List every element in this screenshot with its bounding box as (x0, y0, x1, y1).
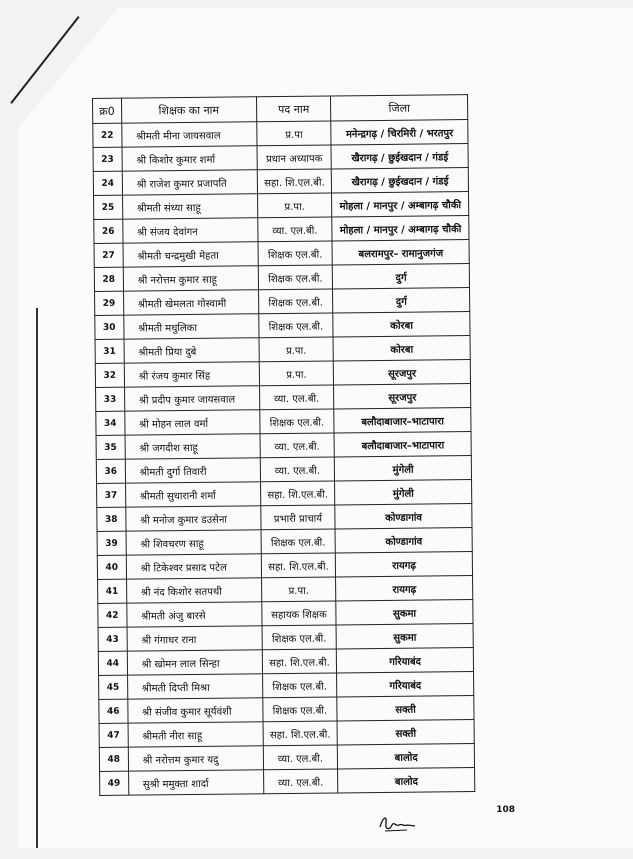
cell-district: मोहला / मानपुर / अम्बागढ़ चौकी (332, 216, 469, 241)
cell-district: सक्ती (337, 720, 474, 745)
cell-post: शिक्षक एल.बी. (258, 241, 333, 266)
cell-district: कोण्डागांव (335, 504, 472, 529)
page-number: 108 (496, 805, 515, 815)
cell-teacher-name: श्री जगदीश साहू (125, 434, 260, 459)
cell-teacher-name: श्रीमती दिप्ती मिश्रा (127, 674, 262, 699)
cell-district: सुकमा (336, 600, 473, 625)
cell-teacher-name: श्रीमती प्रिया दुबे (124, 338, 259, 363)
cell-district: गरियाबंद (337, 672, 474, 697)
cell-teacher-name: श्री मोहन लाल वर्मा (124, 410, 259, 435)
cell-post: सहा. शि.एल.बी. (261, 553, 336, 578)
cell-post: शिक्षक एल.बी. (262, 673, 337, 698)
table-header-row (93, 95, 468, 124)
cell-district: गरियाबंद (337, 648, 474, 673)
cell-serial: 23 (93, 147, 122, 171)
cell-teacher-name: श्रीमती अंजु बारसे (126, 602, 261, 627)
cell-district: बलरामपुर– रामानुजगंज (332, 240, 469, 265)
cell-post: सहायक शिक्षक (262, 601, 337, 626)
cell-serial: 31 (95, 339, 124, 363)
cell-serial: 42 (98, 603, 127, 627)
cell-post: शिक्षक एल.बी. (258, 265, 333, 290)
cell-teacher-name: श्रीमती सुधारानी शर्मा (125, 482, 260, 507)
cell-post: सहा. शि.एल.बी. (257, 169, 332, 194)
cell-teacher-name: श्री नंद किशोर सतपथी (126, 578, 261, 603)
cell-post: प्रभारी प्राचार्य (260, 505, 335, 530)
cell-teacher-name: श्री टिकेश्वर प्रसाद पटेल (126, 554, 261, 579)
cell-post: प्र.पा. (259, 337, 334, 362)
cell-post: शिक्षक एल.बी. (262, 625, 337, 650)
cell-district: कोण्डागांव (335, 528, 472, 553)
cell-teacher-name: श्री शिवचरण साहू (126, 530, 261, 555)
cell-district: सूरजपुर (334, 384, 471, 409)
cell-serial: 49 (100, 771, 129, 795)
cell-serial: 22 (93, 123, 122, 147)
signature (377, 813, 417, 835)
cell-post: सहा. शि.एल.बी. (262, 649, 337, 674)
header-post: पद नाम (256, 96, 331, 122)
cell-post: व्या. एल.बी. (257, 217, 332, 242)
header-district: जिला (331, 95, 468, 121)
cell-serial: 45 (99, 675, 128, 699)
cell-serial: 34 (96, 411, 125, 435)
cell-teacher-name: श्रीमती संध्या साहू (122, 194, 257, 219)
cell-post: प्र.पा. (259, 361, 334, 386)
cell-teacher-name: श्री नरोत्तम कुमार साहू (123, 266, 258, 291)
cell-post: सहा. शि.एल.बी. (260, 481, 335, 506)
cell-district: रायगढ़ (336, 576, 473, 601)
cell-teacher-name: श्रीमती खेमलता गोस्वामी (123, 290, 258, 315)
cell-district: सूरजपुर (334, 360, 471, 385)
cell-serial: 46 (99, 699, 128, 723)
cell-serial: 32 (95, 363, 124, 387)
cell-serial: 26 (94, 219, 123, 243)
cell-district: मुंगेली (335, 456, 472, 481)
cell-post: प्र.पा (256, 121, 331, 146)
cell-teacher-name: श्रीमती दुर्गा तिवारी (125, 458, 260, 483)
cell-serial: 30 (95, 315, 124, 339)
cell-teacher-name: श्री राजेश कुमार प्रजापति (122, 170, 257, 195)
cell-serial: 36 (96, 459, 125, 483)
cell-district: सुकमा (336, 624, 473, 649)
cell-teacher-name: श्री रंजय कुमार सिंह (124, 362, 259, 387)
cell-serial: 24 (93, 171, 122, 195)
cell-post: प्रधान अध्यापक (257, 145, 332, 170)
cell-district: रायगढ़ (336, 552, 473, 577)
cell-serial: 37 (97, 483, 126, 507)
cell-post: प्र.पा. (261, 577, 336, 602)
cell-district: खैरागढ़ / छुईखदान / गंडई (332, 168, 469, 193)
cell-serial: 40 (97, 555, 126, 579)
cell-serial: 44 (98, 651, 127, 675)
cell-district: बलौदाबाजार–भाटापारा (334, 432, 471, 457)
margin-line (36, 308, 38, 848)
cell-serial: 48 (99, 747, 128, 771)
cell-post: प्र.पा. (257, 193, 332, 218)
cell-teacher-name: श्रीमती मीना जायसवाल (121, 122, 256, 147)
cell-serial: 43 (98, 627, 127, 651)
cell-serial: 47 (99, 723, 128, 747)
header-teacher-name: शिक्षक का नाम (121, 97, 256, 123)
cell-post: सहा. शि.एल.बी. (263, 721, 338, 746)
cell-serial: 29 (95, 291, 124, 315)
table-row (100, 768, 475, 796)
cell-district: कोरबा (333, 312, 470, 337)
cell-serial: 28 (94, 267, 123, 291)
cell-district: मनेन्द्रगढ़ / चिरमिरी / भरतपुर (331, 120, 468, 145)
cell-teacher-name: श्री किशोर कुमार शर्मा (122, 146, 257, 171)
cell-teacher-name: श्री प्रदीप कुमार जायसवाल (124, 386, 259, 411)
cell-teacher-name: श्री खोमन लाल सिन्हा (127, 650, 262, 675)
cell-serial: 35 (96, 435, 125, 459)
cell-district: कोरबा (333, 336, 470, 361)
cell-district: मुंगेली (335, 480, 472, 505)
cell-district: बलौदाबाजार–भाटापारा (334, 408, 471, 433)
cell-post: व्या. एल.बी. (263, 745, 338, 770)
header-serial: क्र0 (93, 98, 122, 123)
cell-post: शिक्षक एल.बी. (261, 529, 336, 554)
cell-serial: 39 (97, 531, 126, 555)
table-body (93, 120, 475, 796)
cell-serial: 38 (97, 507, 126, 531)
cell-teacher-name: श्री गंगाधर राना (127, 626, 262, 651)
cell-district: खैरागढ़ / छुईखदान / गंडई (331, 144, 468, 169)
cell-post: शिक्षक एल.बी. (259, 409, 334, 434)
teacher-list-table (92, 94, 475, 796)
cell-teacher-name: श्री मनोज कुमार डउसेना (125, 506, 260, 531)
cell-post: शिक्षक एल.बी. (258, 313, 333, 338)
cell-serial: 25 (94, 195, 123, 219)
cell-teacher-name: श्रीमती चन्द्रमुखी मेहता (123, 242, 258, 267)
cell-district: बालोद (338, 768, 475, 793)
cell-district: मोहला / मानपुर / अम्बागढ़ चौकी (332, 192, 469, 217)
cell-serial: 33 (96, 387, 125, 411)
cell-teacher-name: श्री नरोत्तम कुमार यदु (128, 746, 263, 771)
cell-post: शिक्षक एल.बी. (258, 289, 333, 314)
cell-teacher-name: सुश्री ममुक्ता शार्दा (128, 770, 263, 795)
cell-teacher-name: श्री संजय देवांगन (122, 218, 257, 243)
cell-teacher-name: श्रीमती नीरा साहू (128, 722, 263, 747)
cell-teacher-name: श्रीमती मधुलिका (123, 314, 258, 339)
cell-district: दुर्ग (333, 288, 470, 313)
cell-post: व्या. एल.बी. (260, 457, 335, 482)
cell-district: बालोद (338, 744, 475, 769)
cell-post: व्या. एल.बी. (259, 385, 334, 410)
cell-serial: 27 (94, 243, 123, 267)
cell-post: शिक्षक एल.बी. (263, 697, 338, 722)
cell-post: व्या. एल.बी. (260, 433, 335, 458)
cell-teacher-name: श्री संजीव कुमार सूर्यवंशी (128, 698, 263, 723)
cell-district: दुर्ग (333, 264, 470, 289)
cell-serial: 41 (98, 579, 127, 603)
cell-district: सक्ती (337, 696, 474, 721)
cell-post: व्या. एल.बी. (263, 769, 338, 794)
